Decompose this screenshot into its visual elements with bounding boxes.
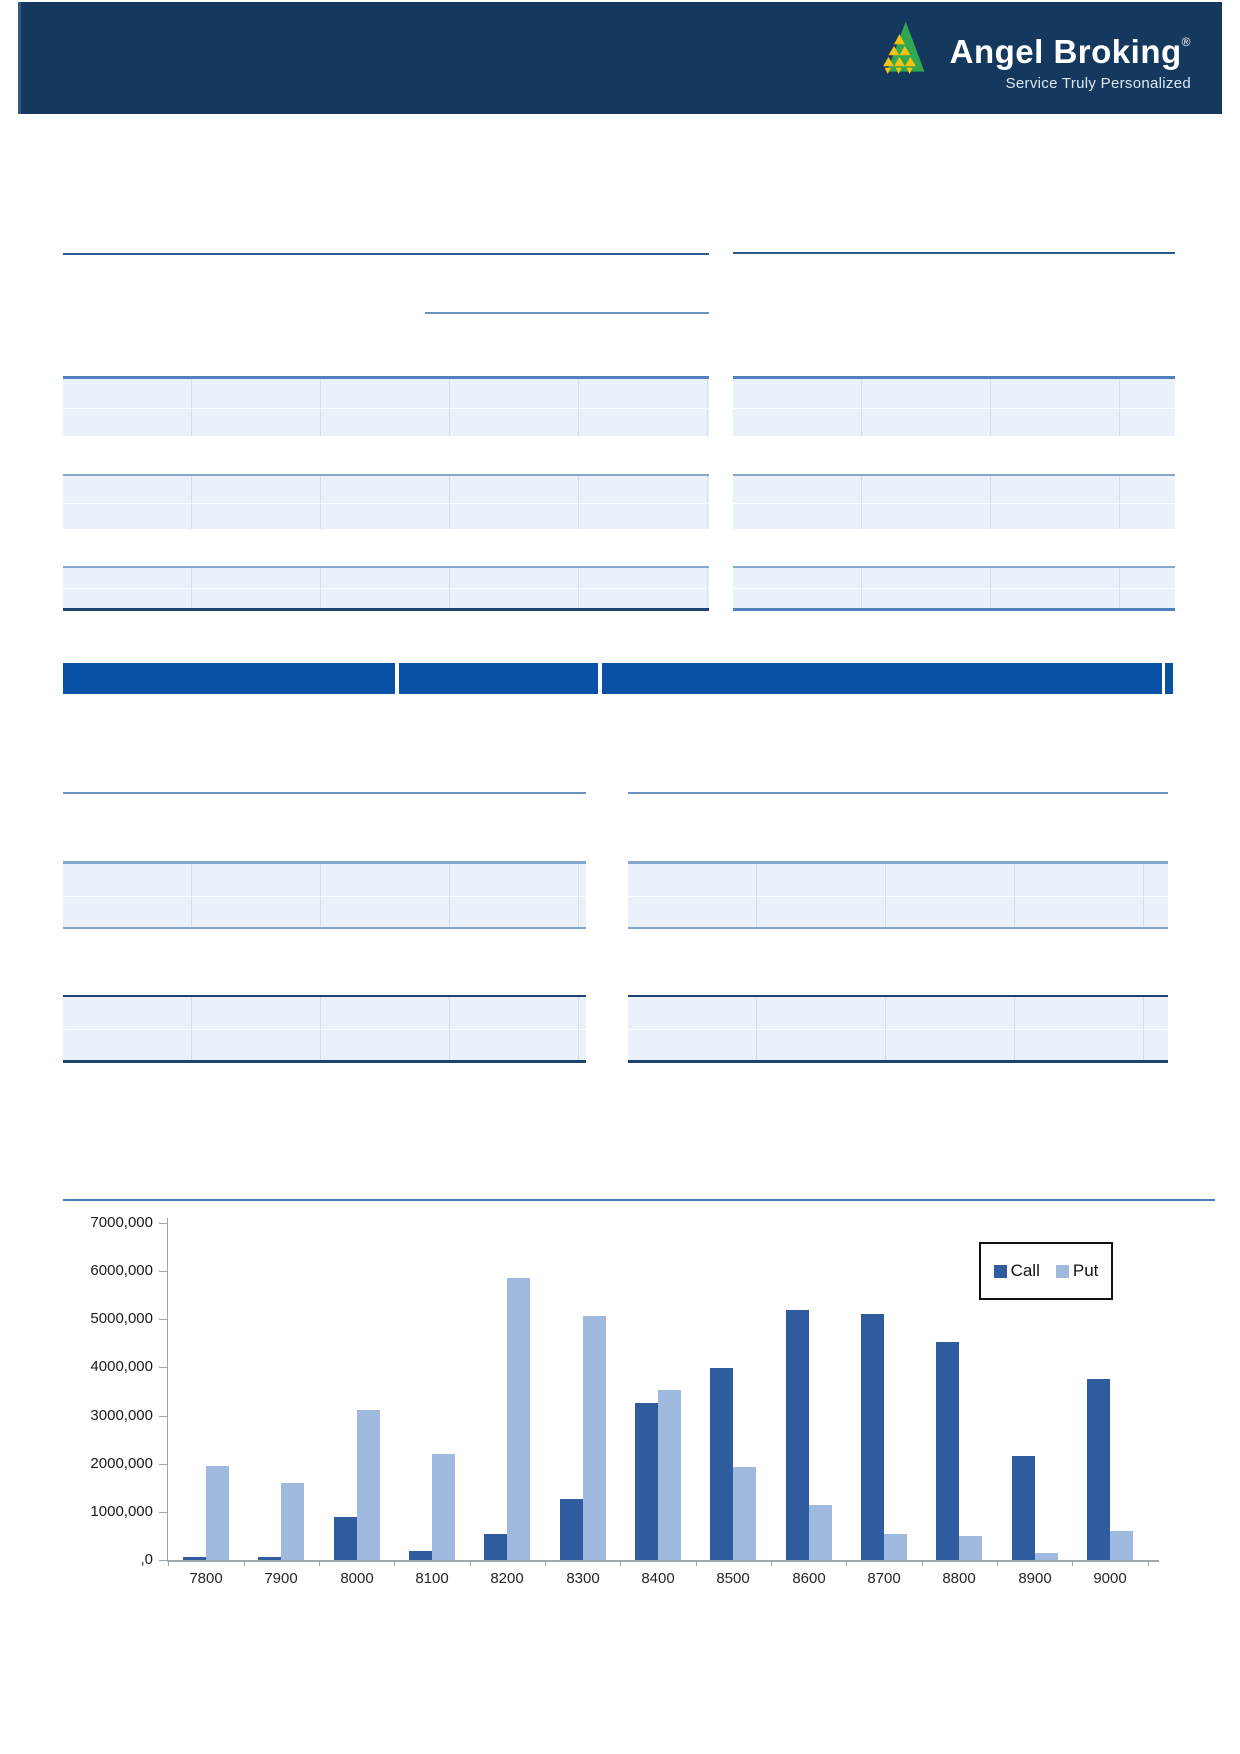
x-tick-label: 8300 — [566, 1570, 600, 1587]
mid-right-table-2-bottom-border — [628, 1060, 1168, 1063]
bar-call-8600 — [786, 1310, 809, 1560]
bar-put-8700 — [884, 1534, 907, 1560]
x-tick — [696, 1560, 697, 1566]
bar-call-8400 — [635, 1403, 658, 1560]
header-banner — [18, 2, 1222, 114]
bar-put-8200 — [507, 1278, 530, 1560]
chart-y-axis — [167, 1218, 168, 1561]
bar-call-9000 — [1087, 1379, 1110, 1560]
bar-call-8700 — [861, 1314, 884, 1560]
bar-call-8300 — [560, 1499, 583, 1560]
bar-put-9000 — [1110, 1531, 1133, 1560]
registered-mark-icon: ® — [1181, 35, 1191, 49]
x-tick-label: 9000 — [1093, 1570, 1127, 1587]
top-right-table-3-bottom-border — [733, 608, 1175, 611]
y-tick — [159, 1319, 167, 1320]
y-tick — [159, 1271, 167, 1272]
divider-gap — [598, 663, 602, 694]
chart-legend — [979, 1242, 1113, 1300]
brand-block — [941, 32, 1191, 92]
x-tick — [319, 1560, 320, 1566]
x-tick — [244, 1560, 245, 1566]
bar-put-7800 — [206, 1466, 229, 1560]
x-tick-label: 8200 — [490, 1570, 524, 1587]
divider-gap — [1162, 663, 1165, 694]
x-tick-label: 8800 — [942, 1570, 976, 1587]
divider-gap — [395, 663, 399, 694]
bar-put-8300 — [583, 1316, 606, 1560]
y-tick-label: 7000,000 — [90, 1214, 153, 1231]
x-tick-label: 8600 — [792, 1570, 826, 1587]
x-tick-label: 8500 — [716, 1570, 750, 1587]
top-left-table-2 — [63, 476, 709, 529]
top-right-table-1 — [733, 379, 1175, 436]
x-tick — [1072, 1560, 1073, 1566]
legend-swatch-put — [1056, 1265, 1069, 1278]
bar-call-7900 — [258, 1557, 281, 1560]
legend-label-put: Put — [1072, 1261, 1099, 1280]
legend-item-call — [994, 1261, 1040, 1281]
brand-name: Angel Broking — [949, 33, 1182, 70]
x-tick — [922, 1560, 923, 1566]
mid-left-table-2-bottom-border — [63, 1060, 586, 1063]
bar-put-7900 — [281, 1483, 304, 1560]
x-tick-label: 8100 — [415, 1570, 449, 1587]
y-tick-label: 2000,000 — [90, 1455, 153, 1472]
mid-left-table-1 — [63, 864, 586, 927]
x-tick-label: 8900 — [1018, 1570, 1052, 1587]
y-tick — [159, 1367, 167, 1368]
x-tick-label: 8400 — [641, 1570, 675, 1587]
y-tick-label: 4000,000 — [90, 1358, 153, 1375]
y-tick-label: 5000,000 — [90, 1310, 153, 1327]
bar-put-8100 — [432, 1454, 455, 1560]
x-tick — [394, 1560, 395, 1566]
bar-put-8800 — [959, 1536, 982, 1560]
x-tick — [1148, 1560, 1149, 1566]
bar-put-8600 — [809, 1505, 832, 1560]
y-tick — [159, 1416, 167, 1417]
top-left-header-rule — [63, 253, 709, 255]
angel-broking-logo-icon — [876, 17, 926, 81]
chart-section-rule — [63, 1199, 1215, 1201]
mid-right-header-rule — [628, 792, 1168, 794]
bar-call-8000 — [334, 1517, 357, 1560]
mid-left-table-2 — [63, 997, 586, 1060]
y-tick-label: 1000,000 — [90, 1503, 153, 1520]
x-tick — [545, 1560, 546, 1566]
top-right-table-2 — [733, 476, 1175, 529]
chart-x-axis — [167, 1560, 1159, 1562]
mid-right-table-1 — [628, 864, 1168, 927]
mid-left-table-1-bottom-border — [63, 927, 586, 929]
y-tick-label: 3000,000 — [90, 1407, 153, 1424]
x-tick — [997, 1560, 998, 1566]
bar-call-8900 — [1012, 1456, 1035, 1560]
x-tick-label: 7800 — [189, 1570, 223, 1587]
x-tick-label: 8000 — [340, 1570, 374, 1587]
bar-put-8900 — [1035, 1553, 1058, 1560]
legend-swatch-call — [994, 1265, 1007, 1278]
y-tick-label: ,0 — [140, 1551, 153, 1568]
x-tick — [771, 1560, 772, 1566]
x-tick-label: 8700 — [867, 1570, 901, 1587]
legend-item-put — [1056, 1261, 1099, 1281]
bar-put-8000 — [357, 1410, 380, 1560]
top-right-table-3 — [733, 568, 1175, 608]
top-left-sub-rule — [425, 312, 709, 314]
bar-call-7800 — [183, 1557, 206, 1560]
y-tick — [159, 1223, 167, 1224]
top-left-table-1 — [63, 379, 709, 436]
bar-put-8400 — [658, 1390, 681, 1560]
y-tick — [159, 1512, 167, 1513]
mid-left-header-rule — [63, 792, 586, 794]
oi-chart — [63, 1214, 1223, 1618]
top-right-header-rule — [733, 252, 1175, 254]
y-tick-label: 6000,000 — [90, 1262, 153, 1279]
y-tick — [159, 1560, 167, 1561]
top-left-table-3 — [63, 568, 709, 608]
top-left-table-3-bottom-border — [63, 608, 709, 611]
mid-right-table-1-bottom-border — [628, 927, 1168, 929]
brand-tagline: Service Truly Personalized — [1005, 75, 1191, 92]
bar-call-8100 — [409, 1551, 432, 1560]
bar-call-8200 — [484, 1534, 507, 1560]
bar-call-8800 — [936, 1342, 959, 1560]
x-tick — [846, 1560, 847, 1566]
bar-call-8500 — [710, 1368, 733, 1560]
x-tick — [470, 1560, 471, 1566]
section-divider-bar — [63, 663, 1173, 694]
x-tick-label: 7900 — [264, 1570, 298, 1587]
y-tick — [159, 1464, 167, 1465]
mid-right-table-2 — [628, 997, 1168, 1060]
bar-put-8500 — [733, 1467, 756, 1560]
legend-label-call: Call — [1010, 1261, 1040, 1280]
x-tick — [168, 1560, 169, 1566]
x-tick — [620, 1560, 621, 1566]
